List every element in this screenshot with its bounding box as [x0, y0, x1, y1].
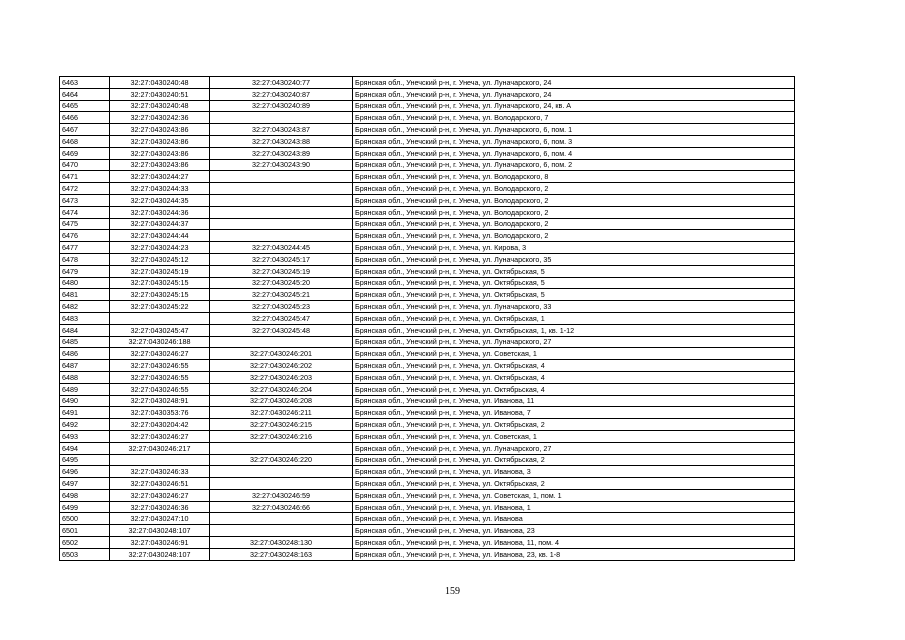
- object-number-cell: [210, 336, 353, 348]
- row-number-cell: 6498: [60, 489, 110, 501]
- table-row: [60, 218, 795, 230]
- object-number-cell: [210, 466, 353, 478]
- address-cell: Брянская обл., Унечский р-н, г. Унеча, ул. Октябрьская, 2: [353, 478, 795, 490]
- object-number-cell: 32:27:0430246:66: [210, 501, 353, 513]
- address-cell: Брянская обл., Унечский р-н, г. Унеча, ул. Володарского, 2: [353, 206, 795, 218]
- row-number-cell: 6489: [60, 383, 110, 395]
- address-cell: Брянская обл., Унечский р-н, г. Унеча, ул. Октябрьская, 4: [353, 360, 795, 372]
- parcel-number-cell: 32:27:0430243:86: [110, 159, 210, 171]
- parcel-number-cell: 32:27:0430245:15: [110, 277, 210, 289]
- table-row: [60, 454, 795, 466]
- address-cell: Брянская обл., Унечский р-н, г. Унеча, ул. Октябрьская, 1: [353, 312, 795, 324]
- row-number-cell: 6479: [60, 265, 110, 277]
- table-row: [60, 265, 795, 277]
- table-row: [60, 147, 795, 159]
- object-number-cell: 32:27:0430240:87: [210, 88, 353, 100]
- address-cell: Брянская обл., Унечский р-н, г. Унеча, ул. Луначарского, 27: [353, 442, 795, 454]
- row-number-cell: 6496: [60, 466, 110, 478]
- object-number-cell: 32:27:0430243:89: [210, 147, 353, 159]
- address-cell: Брянская обл., Унечский р-н, г. Унеча, ул. Иванова, 23, кв. 1-8: [353, 548, 795, 560]
- address-cell: Брянская обл., Унечский р-н, г. Унеча, ул. Луначарского, 6, пом. 1: [353, 124, 795, 136]
- parcel-number-cell: [110, 312, 210, 324]
- address-cell: Брянская обл., Унечский р-н, г. Унеча, ул. Иванова, 23: [353, 525, 795, 537]
- object-number-cell: 32:27:0430245:47: [210, 312, 353, 324]
- object-number-cell: 32:27:0430245:20: [210, 277, 353, 289]
- address-cell: Брянская обл., Унечский р-н, г. Унеча, ул. Советская, 1: [353, 348, 795, 360]
- object-number-cell: 32:27:0430246:203: [210, 371, 353, 383]
- row-number-cell: 6471: [60, 171, 110, 183]
- row-number-cell: 6464: [60, 88, 110, 100]
- object-number-cell: [210, 442, 353, 454]
- object-number-cell: 32:27:0430248:130: [210, 537, 353, 549]
- parcel-number-cell: 32:27:0430204:42: [110, 419, 210, 431]
- object-number-cell: [210, 171, 353, 183]
- address-cell: Брянская обл., Унечский р-н, г. Унеча, ул. Володарского, 2: [353, 218, 795, 230]
- table-row: [60, 537, 795, 549]
- table-row: [60, 277, 795, 289]
- parcel-number-cell: 32:27:0430246:55: [110, 371, 210, 383]
- row-number-cell: 6466: [60, 112, 110, 124]
- object-number-cell: 32:27:0430246:216: [210, 430, 353, 442]
- parcel-number-cell: 32:27:0430248:107: [110, 548, 210, 560]
- object-number-cell: 32:27:0430246:208: [210, 395, 353, 407]
- parcel-number-cell: 32:27:0430240:48: [110, 100, 210, 112]
- object-number-cell: 32:27:0430245:23: [210, 301, 353, 313]
- row-number-cell: 6497: [60, 478, 110, 490]
- object-number-cell: 32:27:0430245:17: [210, 253, 353, 265]
- table-row: [60, 513, 795, 525]
- row-number-cell: 6476: [60, 230, 110, 242]
- table-row: [60, 442, 795, 454]
- row-number-cell: 6494: [60, 442, 110, 454]
- parcel-number-cell: 32:27:0430246:27: [110, 489, 210, 501]
- table-row: [60, 194, 795, 206]
- row-number-cell: 6483: [60, 312, 110, 324]
- address-cell: Брянская обл., Унечский р-н, г. Унеча, ул. Кирова, 3: [353, 242, 795, 254]
- object-number-cell: [210, 525, 353, 537]
- table-row: [60, 430, 795, 442]
- row-number-cell: 6481: [60, 289, 110, 301]
- row-number-cell: 6480: [60, 277, 110, 289]
- address-cell: Брянская обл., Унечский р-н, г. Унеча, ул. Октябрьская, 5: [353, 277, 795, 289]
- row-number-cell: 6502: [60, 537, 110, 549]
- object-number-cell: [210, 183, 353, 195]
- parcel-number-cell: 32:27:0430246:27: [110, 348, 210, 360]
- object-number-cell: 32:27:0430245:21: [210, 289, 353, 301]
- parcel-number-cell: 32:27:0430243:86: [110, 124, 210, 136]
- row-number-cell: 6469: [60, 147, 110, 159]
- object-number-cell: 32:27:0430246:202: [210, 360, 353, 372]
- parcel-number-cell: 32:27:0430248:91: [110, 395, 210, 407]
- address-cell: Брянская обл., Унечский р-н, г. Унеча, ул. Володарского, 7: [353, 112, 795, 124]
- table-row: [60, 301, 795, 313]
- parcel-number-cell: 32:27:0430242:36: [110, 112, 210, 124]
- row-number-cell: 6490: [60, 395, 110, 407]
- row-number-cell: 6482: [60, 301, 110, 313]
- parcel-number-cell: 32:27:0430353:76: [110, 407, 210, 419]
- address-cell: Брянская обл., Унечский р-н, г. Унеча, ул. Луначарского, 35: [353, 253, 795, 265]
- object-number-cell: [210, 218, 353, 230]
- parcel-number-cell: [110, 454, 210, 466]
- object-number-cell: 32:27:0430245:19: [210, 265, 353, 277]
- object-number-cell: 32:27:0430240:77: [210, 77, 353, 89]
- parcel-number-cell: 32:27:0430244:35: [110, 194, 210, 206]
- parcel-number-cell: 32:27:0430246:91: [110, 537, 210, 549]
- address-cell: Брянская обл., Унечский р-н, г. Унеча, ул. Луначарского, 6, пом. 4: [353, 147, 795, 159]
- address-cell: Брянская обл., Унечский р-н, г. Унеча, ул. Луначарского, 24, кв. А: [353, 100, 795, 112]
- table-row: [60, 124, 795, 136]
- object-number-cell: 32:27:0430246:211: [210, 407, 353, 419]
- row-number-cell: 6484: [60, 324, 110, 336]
- parcel-number-cell: 32:27:0430244:23: [110, 242, 210, 254]
- table-row: [60, 289, 795, 301]
- address-cell: Брянская обл., Унечский р-н, г. Унеча, ул. Луначарского, 27: [353, 336, 795, 348]
- table-row: [60, 242, 795, 254]
- parcel-number-cell: 32:27:0430247:10: [110, 513, 210, 525]
- object-number-cell: 32:27:0430244:45: [210, 242, 353, 254]
- table-row: [60, 407, 795, 419]
- page-number: 159: [445, 586, 460, 597]
- object-number-cell: 32:27:0430246:220: [210, 454, 353, 466]
- row-number-cell: 6503: [60, 548, 110, 560]
- address-cell: Брянская обл., Унечский р-н, г. Унеча, ул. Володарского, 8: [353, 171, 795, 183]
- row-number-cell: 6478: [60, 253, 110, 265]
- row-number-cell: 6474: [60, 206, 110, 218]
- parcel-number-cell: 32:27:0430244:36: [110, 206, 210, 218]
- address-cell: Брянская обл., Унечский р-н, г. Унеча, ул. Октябрьская, 2: [353, 419, 795, 431]
- object-number-cell: 32:27:0430243:87: [210, 124, 353, 136]
- address-cell: Брянская обл., Унечский р-н, г. Унеча, ул. Октябрьская, 4: [353, 371, 795, 383]
- object-number-cell: 32:27:0430243:88: [210, 135, 353, 147]
- address-cell: Брянская обл., Унечский р-н, г. Унеча, ул. Володарского, 2: [353, 230, 795, 242]
- address-cell: Брянская обл., Унечский р-н, г. Унеча, ул. Советская, 1, пом. 1: [353, 489, 795, 501]
- address-cell: Брянская обл., Унечский р-н, г. Унеча, ул. Иванова, 7: [353, 407, 795, 419]
- table-row: [60, 77, 795, 89]
- parcel-number-cell: 32:27:0430246:27: [110, 430, 210, 442]
- table-row: [60, 312, 795, 324]
- address-cell: Брянская обл., Унечский р-н, г. Унеча, ул. Октябрьская, 4: [353, 383, 795, 395]
- address-cell: Брянская обл., Унечский р-н, г. Унеча, ул. Октябрьская, 5: [353, 289, 795, 301]
- table-row: [60, 489, 795, 501]
- table-row: [60, 525, 795, 537]
- object-number-cell: 32:27:0430246:59: [210, 489, 353, 501]
- table-row: [60, 135, 795, 147]
- parcel-number-cell: 32:27:0430244:44: [110, 230, 210, 242]
- row-number-cell: 6477: [60, 242, 110, 254]
- table-row: [60, 171, 795, 183]
- row-number-cell: 6473: [60, 194, 110, 206]
- address-cell: Брянская обл., Унечский р-н, г. Унеча, ул. Луначарского, 24: [353, 88, 795, 100]
- object-number-cell: 32:27:0430246:215: [210, 419, 353, 431]
- object-number-cell: [210, 206, 353, 218]
- address-cell: Брянская обл., Унечский р-н, г. Унеча, ул. Луначарского, 6, пом. 3: [353, 135, 795, 147]
- cadastral-table: [59, 76, 795, 561]
- address-cell: Брянская обл., Унечский р-н, г. Унеча, ул. Луначарского, 33: [353, 301, 795, 313]
- parcel-number-cell: 32:27:0430246:36: [110, 501, 210, 513]
- table-row: [60, 395, 795, 407]
- parcel-number-cell: 32:27:0430245:12: [110, 253, 210, 265]
- row-number-cell: 6487: [60, 360, 110, 372]
- parcel-number-cell: 32:27:0430245:19: [110, 265, 210, 277]
- row-number-cell: 6486: [60, 348, 110, 360]
- parcel-number-cell: 32:27:0430240:48: [110, 77, 210, 89]
- parcel-number-cell: 32:27:0430240:51: [110, 88, 210, 100]
- row-number-cell: 6491: [60, 407, 110, 419]
- row-number-cell: 6499: [60, 501, 110, 513]
- parcel-number-cell: 32:27:0430246:33: [110, 466, 210, 478]
- address-cell: Брянская обл., Унечский р-н, г. Унеча, ул. Луначарского, 24: [353, 77, 795, 89]
- row-number-cell: 6495: [60, 454, 110, 466]
- address-cell: Брянская обл., Унечский р-н, г. Унеча, ул. Иванова: [353, 513, 795, 525]
- address-cell: Брянская обл., Унечский р-н, г. Унеча, ул. Иванова, 1: [353, 501, 795, 513]
- row-number-cell: 6493: [60, 430, 110, 442]
- parcel-number-cell: 32:27:0430246:55: [110, 383, 210, 395]
- parcel-number-cell: 32:27:0430244:33: [110, 183, 210, 195]
- object-number-cell: 32:27:0430240:89: [210, 100, 353, 112]
- address-cell: Брянская обл., Унечский р-н, г. Унеча, ул. Иванова, 11: [353, 395, 795, 407]
- table-row: [60, 159, 795, 171]
- table-row: [60, 478, 795, 490]
- table-body: [60, 77, 795, 561]
- row-number-cell: 6467: [60, 124, 110, 136]
- object-number-cell: [210, 194, 353, 206]
- row-number-cell: 6475: [60, 218, 110, 230]
- parcel-number-cell: 32:27:0430246:51: [110, 478, 210, 490]
- parcel-number-cell: 32:27:0430243:86: [110, 135, 210, 147]
- address-cell: Брянская обл., Унечский р-н, г. Унеча, ул. Октябрьская, 1, кв. 1-12: [353, 324, 795, 336]
- table-row: [60, 419, 795, 431]
- address-cell: Брянская обл., Унечский р-н, г. Унеча, ул. Володарского, 2: [353, 194, 795, 206]
- parcel-number-cell: 32:27:0430248:107: [110, 525, 210, 537]
- parcel-number-cell: 32:27:0430245:15: [110, 289, 210, 301]
- table-row: [60, 336, 795, 348]
- row-number-cell: 6500: [60, 513, 110, 525]
- parcel-number-cell: 32:27:0430246:217: [110, 442, 210, 454]
- object-number-cell: [210, 513, 353, 525]
- table-row: [60, 324, 795, 336]
- row-number-cell: 6501: [60, 525, 110, 537]
- table-row: [60, 112, 795, 124]
- object-number-cell: 32:27:0430243:90: [210, 159, 353, 171]
- row-number-cell: 6488: [60, 371, 110, 383]
- row-number-cell: 6472: [60, 183, 110, 195]
- parcel-number-cell: 32:27:0430244:27: [110, 171, 210, 183]
- parcel-number-cell: 32:27:0430243:86: [110, 147, 210, 159]
- table-row: [60, 548, 795, 560]
- parcel-number-cell: 32:27:0430246:55: [110, 360, 210, 372]
- parcel-number-cell: 32:27:0430245:47: [110, 324, 210, 336]
- address-cell: Брянская обл., Унечский р-н, г. Унеча, ул. Володарского, 2: [353, 183, 795, 195]
- table-row: [60, 371, 795, 383]
- address-cell: Брянская обл., Унечский р-н, г. Унеча, ул. Октябрьская, 5: [353, 265, 795, 277]
- object-number-cell: [210, 230, 353, 242]
- object-number-cell: [210, 112, 353, 124]
- table-row: [60, 360, 795, 372]
- address-cell: Брянская обл., Унечский р-н, г. Унеча, ул. Октябрьская, 2: [353, 454, 795, 466]
- table-row: [60, 253, 795, 265]
- address-cell: Брянская обл., Унечский р-н, г. Унеча, ул. Иванова, 11, пом. 4: [353, 537, 795, 549]
- row-number-cell: 6468: [60, 135, 110, 147]
- table-row: [60, 100, 795, 112]
- row-number-cell: 6465: [60, 100, 110, 112]
- object-number-cell: 32:27:0430248:163: [210, 548, 353, 560]
- row-number-cell: 6470: [60, 159, 110, 171]
- table-row: [60, 466, 795, 478]
- parcel-number-cell: 32:27:0430246:188: [110, 336, 210, 348]
- row-number-cell: 6492: [60, 419, 110, 431]
- row-number-cell: 6463: [60, 77, 110, 89]
- table-row: [60, 183, 795, 195]
- object-number-cell: 32:27:0430245:48: [210, 324, 353, 336]
- address-cell: Брянская обл., Унечский р-н, г. Унеча, ул. Советская, 1: [353, 430, 795, 442]
- table-row: [60, 501, 795, 513]
- object-number-cell: 32:27:0430246:204: [210, 383, 353, 395]
- table-row: [60, 88, 795, 100]
- object-number-cell: 32:27:0430246:201: [210, 348, 353, 360]
- table-row: [60, 206, 795, 218]
- table-row: [60, 383, 795, 395]
- address-cell: Брянская обл., Унечский р-н, г. Унеча, ул. Луначарского, 6, пом. 2: [353, 159, 795, 171]
- table-row: [60, 230, 795, 242]
- object-number-cell: [210, 478, 353, 490]
- parcel-number-cell: 32:27:0430244:37: [110, 218, 210, 230]
- table-row: [60, 348, 795, 360]
- address-cell: Брянская обл., Унечский р-н, г. Унеча, ул. Иванова, 3: [353, 466, 795, 478]
- parcel-number-cell: 32:27:0430245:22: [110, 301, 210, 313]
- row-number-cell: 6485: [60, 336, 110, 348]
